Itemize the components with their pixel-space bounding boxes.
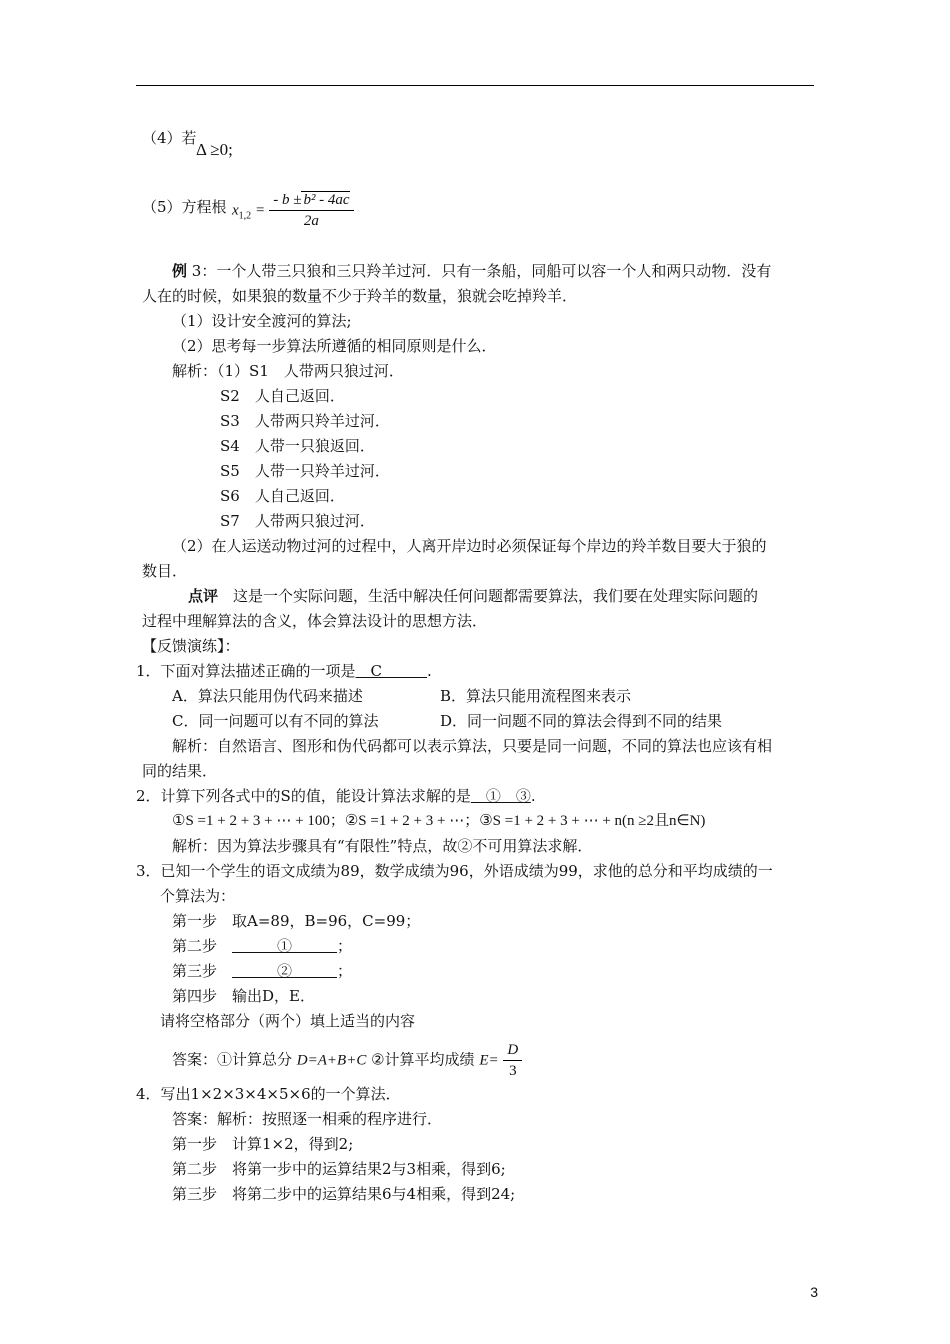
item-4-label: （4）若: [142, 129, 197, 147]
question-1-explanation-cont: 同的结果．: [142, 762, 218, 780]
question-3-answer: 答案：①计算总分 D=A+B+C ②计算平均成绩 E= $\frac{D}{3}$: [172, 1040, 522, 1081]
solution-part-2-cont: 数目．: [142, 562, 188, 580]
question-1-explanation: 解析：自然语言、图形和伪代码都可以表示算法，只要是同一问题，不同的算法也应该有相: [172, 737, 773, 755]
question-1-option-c: C．同一问题可以有不同的算法: [172, 712, 379, 730]
solution-step-6: S6 人自己返回．: [220, 487, 345, 505]
item-5-label: （5）方程根: [142, 198, 227, 216]
comment: 点评 这是一个实际问题，生活中解决任何问题都需要算法，我们要在处理实际问题的: [188, 587, 759, 605]
comment-cont: 过程中理解算法的含义，体会算法设计的思想方法．: [142, 612, 488, 630]
solution-step-7: S7 人带两只狼过河．: [220, 512, 375, 530]
formula-fraction: $\frac{\text{- b ± b² - 4ac}}{2a}$: [269, 190, 353, 231]
page-number: 3: [810, 1284, 818, 1300]
solution-step-4: S4 人带一只狼返回．: [220, 437, 375, 455]
header-rule: [136, 85, 814, 86]
quadratic-formula: $x_{1,2}$ = $\frac{\text{- b ± b² - 4ac}}{2a}$: [232, 190, 354, 231]
solution-step-2: S2 人自己返回．: [220, 387, 345, 405]
question-4-answer: 答案：解析：按照逐一相乘的程序进行．: [172, 1110, 443, 1128]
question-3: 3．已知一个学生的语文成绩为89，数学成绩为96，外语成绩为99，求他的总分和平均成绩的一: [136, 862, 773, 880]
question-3-step-1: 第一步 取A=89，B=96，C=99；: [172, 912, 421, 930]
solution-step-1: 解析：（1）S1 人带两只狼过河．: [172, 362, 404, 380]
question-1: 1．下面对算法描述正确的一项是 C .: [136, 662, 432, 680]
example-3-question-1: （1）设计安全渡河的算法;: [172, 312, 352, 330]
question-3-step-4: 第四步 输出D，E．: [172, 987, 315, 1005]
solution-part-2: （2）在人运送动物过河的过程中，人离开岸边时必须保证每个岸边的羚羊数目要大于狼的: [172, 537, 767, 555]
solution-step-3: S3 人带两只羚羊过河．: [220, 412, 390, 430]
example-3-heading: 例 3：一个人带三只狼和三只羚羊过河．只有一条船，同船可以容一个人和两只动物．没有: [172, 262, 772, 280]
question-3-cont: 个算法为：: [160, 887, 236, 905]
question-1-option-a: A．算法只能用伪代码来描述: [172, 687, 363, 705]
solution-step-5: S5 人带一只羚羊过河．: [220, 462, 390, 480]
question-4-step-1: 第一步 计算1×2，得到2;: [172, 1135, 354, 1153]
question-2: 2．计算下列各式中的S的值，能设计算法求解的是 ① ③.: [136, 787, 536, 805]
delta-condition: Δ ≥0;: [196, 140, 233, 159]
question-1-option-b: B．算法只能用流程图来表示: [440, 687, 632, 705]
question-1-option-d: D．同一问题不同的算法会得到不同的结果: [440, 712, 723, 730]
example-3-question-2: （2）思考每一步算法所遵循的相同原则是什么．: [172, 337, 497, 355]
question-4-step-2: 第二步 将第一步中的运算结果2与3相乘，得到6;: [172, 1160, 506, 1178]
question-4: 4．写出1×2×3×4×5×6的一个算法．: [136, 1085, 401, 1103]
question-2-formulas: ①S =1 + 2 + 3 + ⋯ + 100；②S =1 + 2 + 3 + ⋯；③S =1 + 2 + 3 + ⋯ + n(n ≥2且n∈N): [172, 813, 706, 829]
example-3-text: 人在的时候，如果狼的数量不少于羚羊的数量，狼就会吃掉羚羊．: [142, 287, 578, 305]
question-4-step-3: 第三步 将第二步中的运算结果6与4相乘，得到24;: [172, 1185, 516, 1203]
question-3-instruction: 请将空格部分（两个）填上适当的内容: [160, 1012, 416, 1030]
average-fraction: $\frac{D}{3}$: [503, 1040, 522, 1081]
question-2-explanation: 解析：因为算法步骤具有“有限性”特点，故②不可用算法求解．: [172, 837, 593, 855]
question-3-step-3: 第三步 ② ；: [172, 962, 353, 980]
question-3-step-2: 第二步 ① ；: [172, 937, 353, 955]
feedback-heading: 【反馈演练】：: [142, 637, 240, 655]
